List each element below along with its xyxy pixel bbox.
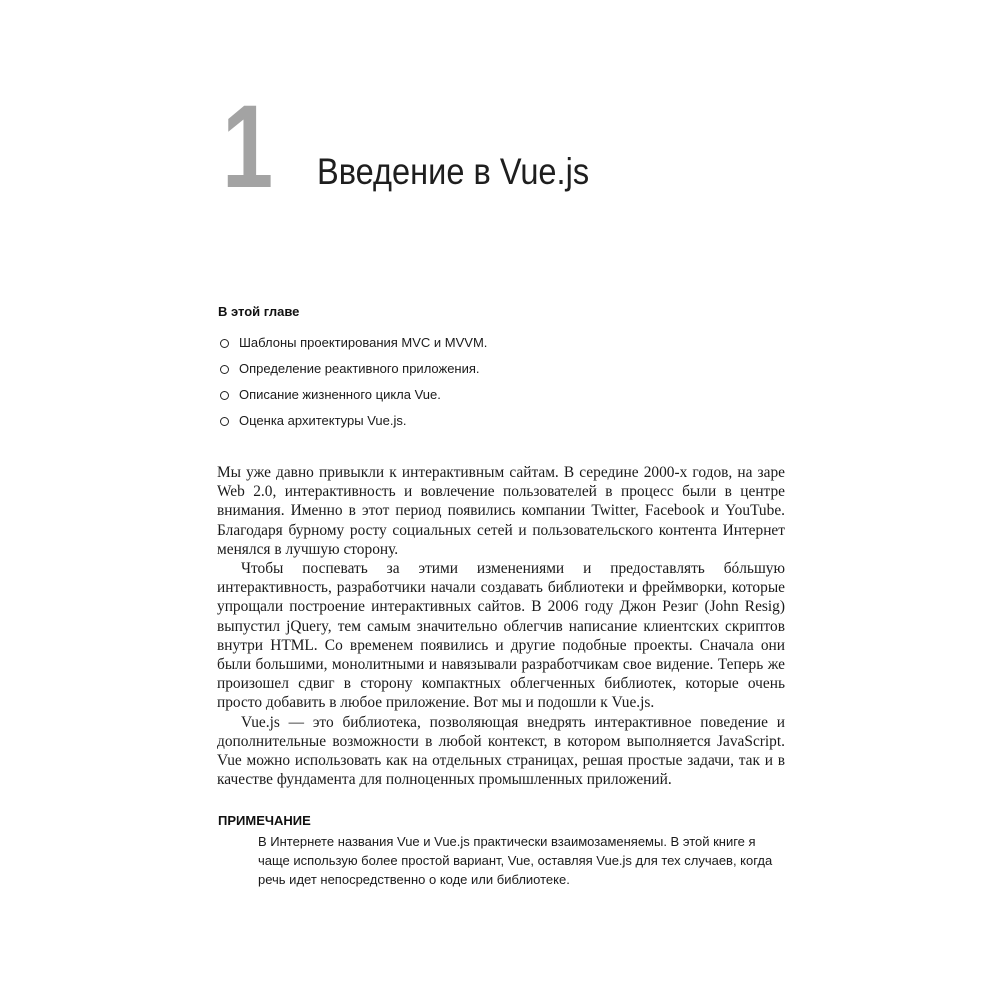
note-text: В Интернете названия Vue и Vue.js практически взаимозаменяемы. В этой книге я чаще использую более простой вариант, Vue, оставляя Vue.js для тех случаев, когда речь идет непосредственно о коде или библиотеке. bbox=[258, 834, 773, 887]
list-item-label: Оценка архитектуры Vue.js. bbox=[239, 413, 407, 428]
circle-bullet-icon bbox=[220, 391, 229, 400]
circle-bullet-icon bbox=[220, 339, 229, 348]
list-item-label: Определение реактивного приложения. bbox=[239, 361, 480, 376]
list-item bbox=[218, 359, 818, 385]
note-heading: ПРИМЕЧАНИЕ bbox=[218, 813, 311, 828]
list-item bbox=[218, 385, 818, 411]
circle-bullet-icon bbox=[220, 365, 229, 374]
list-item bbox=[218, 333, 818, 359]
body-paragraph: Мы уже давно привыкли к интерактивным сайтам. В середине 2000-х годов, на заре Web 2.0, интерактивность и вовлечение пользователей в процесс были в центре внимания. Именно в этот период появились компании Twitter, Facebook и YouTube. Благодаря бурному росту социальных сетей и пользовательского контента Интернет менялся в лучшую сторону. bbox=[217, 464, 785, 558]
chapter-title: Введение в Vue.js bbox=[317, 151, 590, 192]
in-this-chapter-heading: В этой главе bbox=[218, 304, 300, 319]
list-item bbox=[218, 411, 818, 437]
list-item-label: Шаблоны проектирования MVC и MVVM. bbox=[239, 335, 488, 350]
body-paragraph: Vue.js — это библиотека, позволяющая внедрять интерактивное поведение и дополнительные возможности в любой контекст, в котором выполняется JavaScript. Vue можно использовать как на отдельных страницах, решая простые задачи, так и в качестве фундамента для полноценных промышленных приложений. bbox=[217, 713, 785, 789]
body-text bbox=[217, 463, 785, 789]
body-paragraph: Чтобы поспевать за этими изменениями и предоставлять бóльшую интерактивность, разработчики начали создавать библиотеки и фреймворки, которые упрощали построение интерактивных сайтов. В 2006 году Джон Резиг (John Resig) выпустил jQuery, тем самым значительно облегчив написание клиентских скриптов внутри HTML. Со временем появились и другие подобные проекты. Сначала они были большими, монолитными и навязывали разработчикам свое видение. Теперь же произошел сдвиг в сторону компактных облегченных библиотек, которые очень просто добавить в любое приложение. Вот мы и подошли к Vue.js. bbox=[217, 560, 785, 712]
list-item-label: Описание жизненного цикла Vue. bbox=[239, 387, 441, 402]
in-this-chapter-list bbox=[218, 333, 818, 437]
note-box bbox=[218, 813, 778, 889]
chapter-number: 1 bbox=[222, 81, 271, 213]
in-this-chapter-section bbox=[218, 304, 818, 437]
circle-bullet-icon bbox=[220, 417, 229, 426]
